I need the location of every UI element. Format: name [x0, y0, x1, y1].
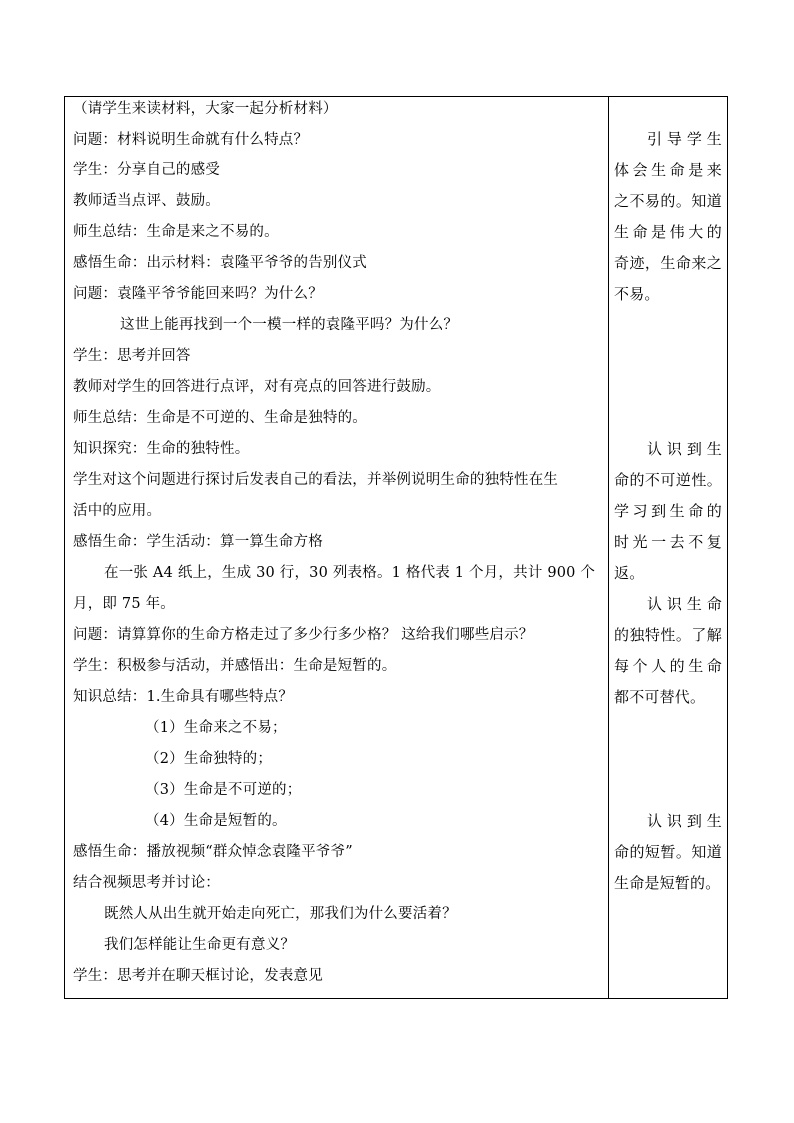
- main-line: （4）生命是短暂的。: [145, 813, 287, 829]
- main-line: 感悟生命：出示材料：袁隆平爷爷的告别仪式: [73, 255, 367, 271]
- main-line: 我们怎样能让生命更有意义？: [104, 937, 296, 953]
- side-line: 每个人的生命: [614, 657, 722, 675]
- main-line: 学生：思考并在聊天框讨论，发表意见: [73, 968, 323, 984]
- main-line: （2）生命独特的；: [145, 751, 273, 767]
- design-intent-column: [609, 97, 727, 998]
- main-line: 学生：积极参与活动，并感悟出：生命是短暂的。: [73, 658, 397, 674]
- side-line: 不易。: [614, 285, 660, 303]
- main-line: 师生总结：生命是不可逆的、生命是独特的。: [73, 410, 367, 426]
- main-line: 月，即 75 年。: [73, 596, 175, 612]
- main-line: 问题：请算算你的生命方格走过了多少行多少格？ 这给我们哪些启示？: [73, 627, 534, 643]
- main-line: 知识总结：1.生命具有哪些特点？: [73, 689, 294, 705]
- side-line: 学习到生命的: [614, 502, 722, 520]
- main-line: 学生对这个问题进行探讨后发表自己的看法，并举例说明生命的独特性在生: [73, 472, 559, 488]
- lesson-plan-table: [64, 96, 728, 999]
- main-line: 知识探究：生命的独特性。: [73, 441, 250, 457]
- side-line: 奇迹，生命来之: [614, 254, 722, 272]
- side-line: 引导学生: [647, 130, 722, 148]
- main-line: 活中的应用。: [73, 503, 162, 519]
- main-line: 感悟生命：播放视频“群众悼念袁隆平爷爷”: [73, 844, 353, 860]
- side-line: 的独特性。了解: [614, 626, 722, 644]
- main-line: （请学生来读材料，大家一起分析材料）: [73, 101, 338, 117]
- main-line: 问题：袁隆平爷爷能回来吗？为什么？: [73, 286, 323, 302]
- main-line: 学生：分享自己的感受: [73, 162, 220, 178]
- side-line: 生命是短暂的。: [614, 874, 721, 892]
- side-line: 认识到生: [647, 440, 722, 458]
- side-line: 生命是伟大的: [614, 223, 722, 241]
- side-line: 返。: [614, 564, 645, 582]
- main-line: 问题：材料说明生命就有什么特点？: [73, 132, 309, 148]
- main-line: 结合视频思考并讨论：: [73, 875, 220, 891]
- main-line: （3）生命是不可逆的；: [145, 782, 302, 798]
- main-line: 教师适当点评、鼓励。: [73, 193, 220, 209]
- main-line: 这世上能再找到一个一模一样的袁隆平吗？为什么？: [120, 317, 459, 333]
- main-line: 既然人从出生就开始走向死亡，那我们为什么要活着？: [104, 906, 457, 922]
- main-line: （1）生命来之不易；: [145, 720, 287, 736]
- side-line: 命的短暂。知道: [614, 843, 722, 861]
- main-line: 学生：思考并回答: [73, 348, 191, 364]
- side-line: 认识生命: [647, 595, 722, 613]
- side-line: 命的不可逆性。: [614, 471, 722, 489]
- main-line: 在一张 A4 纸上，生成 30 行，30 列表格。1 格代表 1 个月，共计 900 个: [104, 565, 596, 581]
- side-line: 之不易的。知道: [614, 192, 722, 210]
- side-line: 时光一去不复: [614, 533, 722, 551]
- side-line: 认识到生: [647, 812, 722, 830]
- main-line: 教师对学生的回答进行点评，对有亮点的回答进行鼓励。: [73, 379, 441, 395]
- side-line: 都不可替代。: [614, 688, 706, 706]
- teaching-process-column: [65, 97, 609, 998]
- main-line: 感悟生命：学生活动：算一算生命方格: [73, 534, 323, 550]
- main-line: 师生总结：生命是来之不易的。: [73, 224, 279, 240]
- side-line: 体会生命是来: [614, 161, 722, 179]
